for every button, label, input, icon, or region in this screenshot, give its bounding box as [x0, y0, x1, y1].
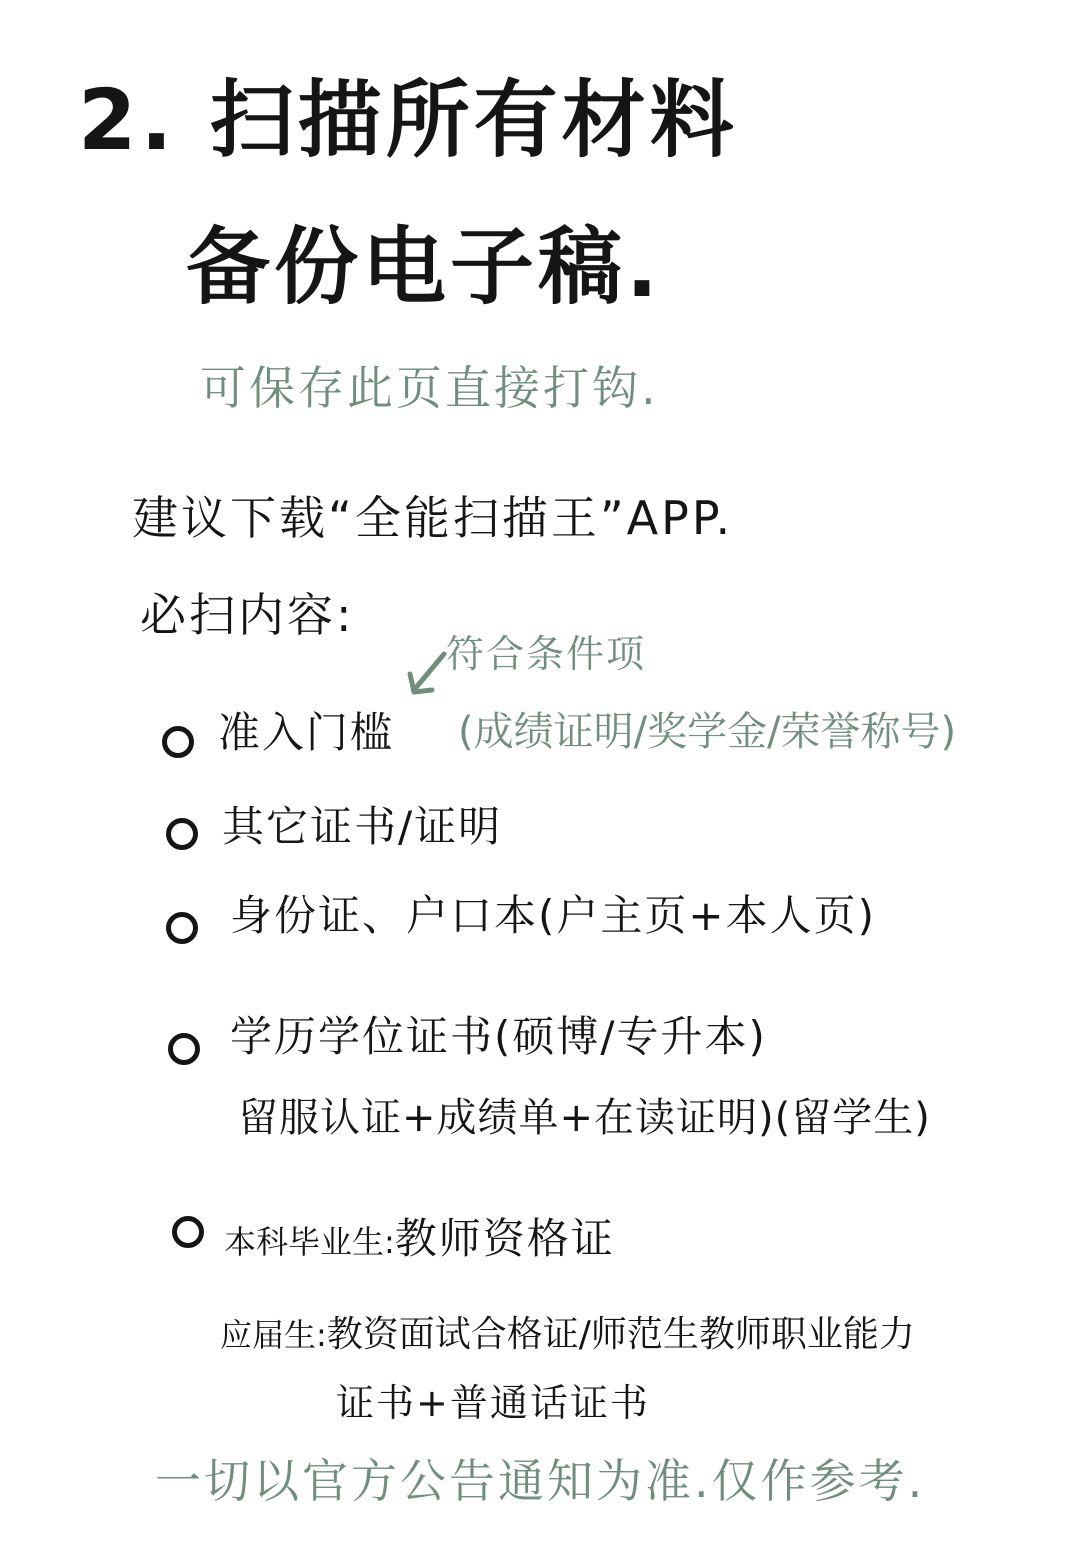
subtitle-note: 可保存此页直接打钩.	[200, 361, 659, 415]
item-teacher-label: 教师资格证	[394, 1214, 615, 1263]
page-title-line2: 备份电子稿.	[186, 218, 662, 316]
app-recommendation: 建议下载“全能扫描王”APP.	[132, 491, 734, 545]
item-id-household: 身份证、户口本(户主页+本人页)	[230, 891, 876, 940]
checkbox-circle[interactable]	[162, 726, 194, 758]
item-teacher-prefix: 本科毕业生:	[224, 1223, 395, 1261]
checkbox-circle[interactable]	[166, 818, 198, 850]
footer-note: 一切以官方公告通知为准.仅作参考.	[155, 1454, 926, 1508]
checkbox-circle[interactable]	[172, 1216, 204, 1248]
item-teacher-qualification	[224, 1206, 615, 1266]
checkbox-circle[interactable]	[166, 912, 198, 944]
annotation-arrow-icon	[404, 650, 464, 710]
item-teacher-sub	[220, 1306, 915, 1357]
item-teacher-sub-text: 教资面试合格证/师范生教师职业能力	[326, 1314, 915, 1355]
item-teacher-sub2: 证书+普通话证书	[336, 1381, 650, 1425]
annotation-note: 符合条件项	[446, 632, 647, 676]
item-threshold-note: (成绩证明/奖学金/荣誉称号)	[458, 709, 957, 755]
must-scan-label: 必扫内容:	[140, 588, 355, 642]
item-degree-sub: 留服认证+成绩单+在读证明)(留学生)	[238, 1095, 931, 1141]
item-threshold: 准入门槛	[218, 708, 395, 757]
checkbox-circle[interactable]	[168, 1033, 200, 1065]
item-other-certificates: 其它证书/证明	[222, 802, 503, 851]
item-degree-certificates: 学历学位证书(硕博/专升本)	[230, 1012, 767, 1061]
page-title: 2. 扫描所有材料	[78, 71, 738, 169]
item-teacher-sub-prefix: 应届生:	[220, 1316, 327, 1354]
